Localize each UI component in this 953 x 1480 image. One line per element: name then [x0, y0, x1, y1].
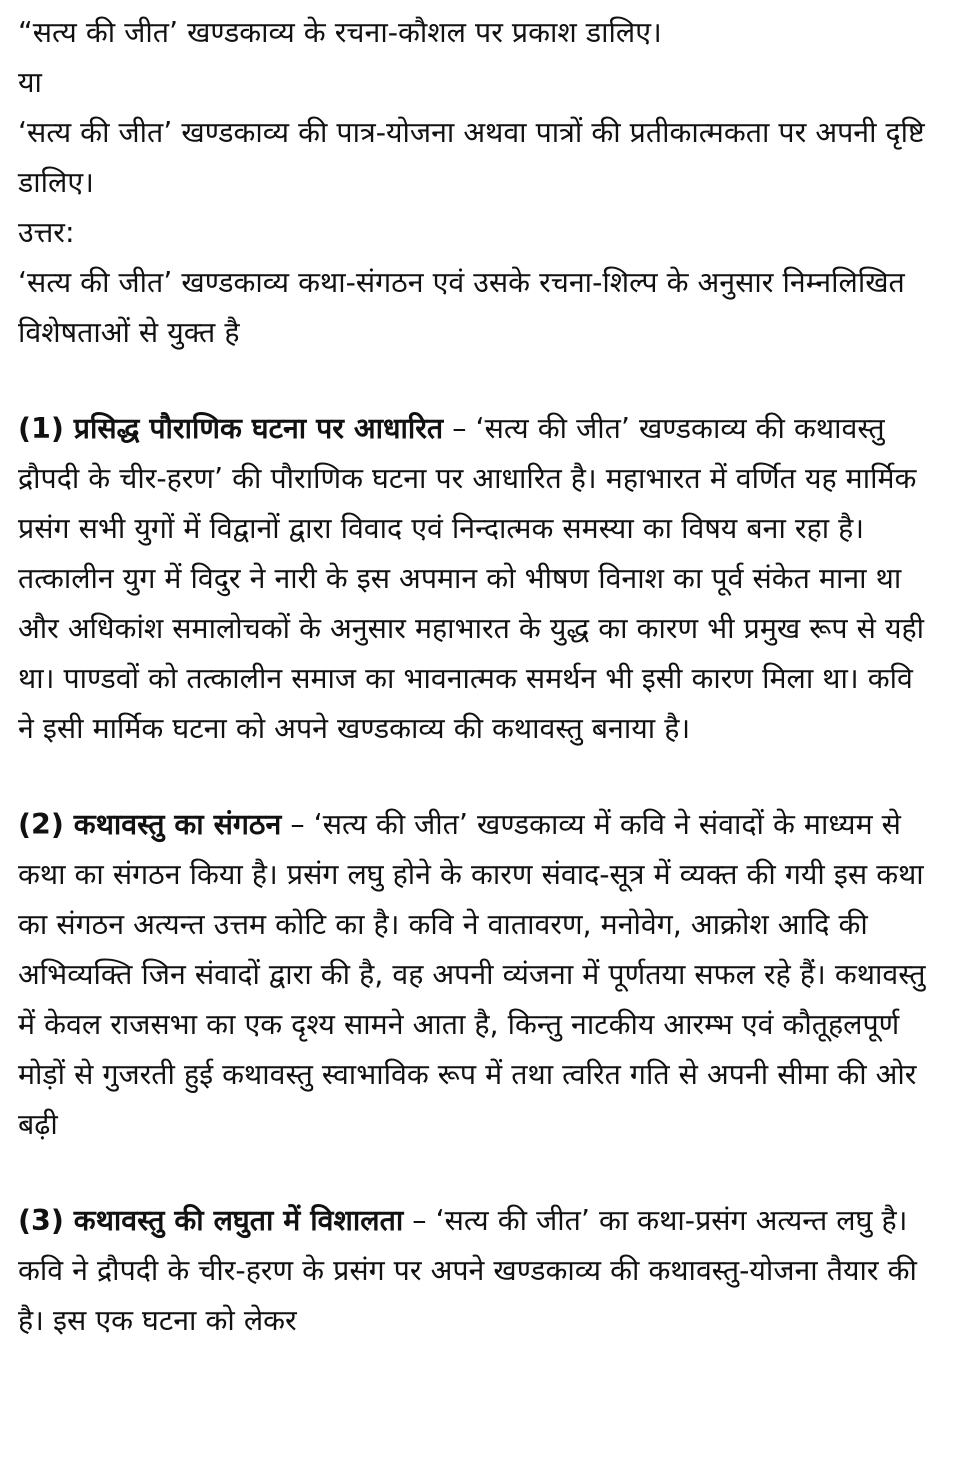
question-line-2: ‘सत्य की जीत’ खण्डकाव्य की पात्र-योजना अथवा पात्रों की प्रतीकात्मकता पर अपनी दृष्टि डालिए।: [18, 116, 925, 199]
answer-block: [18, 208, 931, 358]
question-or: या: [18, 66, 42, 99]
spacer: [18, 1150, 931, 1196]
point-2-title: (2) कथावस्तु का संगठन: [18, 808, 282, 841]
point-3: [18, 1196, 931, 1346]
answer-label: उत्तर:: [18, 216, 75, 249]
point-1: [18, 404, 931, 754]
point-3-title: (3) कथावस्तु की लघुता में विशालता: [18, 1204, 404, 1237]
point-3-text: – ‘सत्य की जीत’ का कथा-प्रसंग अत्यन्त लघु है। कवि ने द्रौपदी के चीर-हरण के प्रसंग पर अपने खण्डकाव्य की कथावस्तु-योजना तैयार की है। इस एक घटना को लेकर: [18, 1204, 917, 1337]
question-block: [18, 8, 931, 208]
answer-intro: ‘सत्य की जीत’ खण्डकाव्य कथा-संगठन एवं उसके रचना-शिल्प के अनुसार निम्नलिखित विशेषताओं से युक्त है: [18, 266, 905, 349]
point-1-text: – ‘सत्य की जीत’ खण्डकाव्य की कथावस्तु द्रौपदी के चीर-हरण’ की पौराणिक घटना पर आधारित है। महाभारत में वर्णित यह मार्मिक प्रसंग सभी युगों में विद्वानों द्वारा विवाद एवं निन्दात्मक समस्या का विषय बना रहा है। तत्कालीन युग में विदुर ने नारी के इस अपमान को भीषण विनाश का पूर्व संकेत माना था और अधिकांश समालोचकों के अनुसार महाभारत के युद्ध का कारण भी प्रमुख रूप से यही था। पाण्डवों को तत्कालीन समाज का भावनात्मक समर्थन भी इसी कारण मिला था। कवि ने इसी मार्मिक घटना को अपने खण्डकाव्य की कथावस्तु बनाया है।: [18, 412, 925, 745]
point-2-text: – ‘सत्य की जीत’ खण्डकाव्य में कवि ने संवादों के माध्यम से कथा का संगठन किया है। प्रसंग लघु होने के कारण संवाद-सूत्र में व्यक्त की गयी इस कथा का संगठन अत्यन्त उत्तम कोटि का है। कवि ने वातावरण, मनोवेग, आक्रोश आदि की अभिव्यक्ति जिन संवादों द्वारा की है, वह अपनी व्यंजना में पूर्णतया सफल रहे हैं। कथावस्तु में केवल राजसभा का एक दृश्य सामने आता है, किन्तु नाटकीय आरम्भ एवं कौतूहलपूर्ण मोड़ों से गुजरती हुई कथावस्तु स्वाभाविक रूप में तथा त्वरित गति से अपनी सीमा की ओर बढ़ी: [18, 808, 926, 1141]
question-line-1: “सत्य की जीत’ खण्डकाव्य के रचना-कौशल पर प्रकाश डालिए।: [18, 16, 662, 49]
point-2: [18, 800, 931, 1150]
point-1-title: (1) प्रसिद्ध पौराणिक घटना पर आधारित: [18, 412, 444, 445]
spacer: [18, 358, 931, 404]
spacer: [18, 754, 931, 800]
